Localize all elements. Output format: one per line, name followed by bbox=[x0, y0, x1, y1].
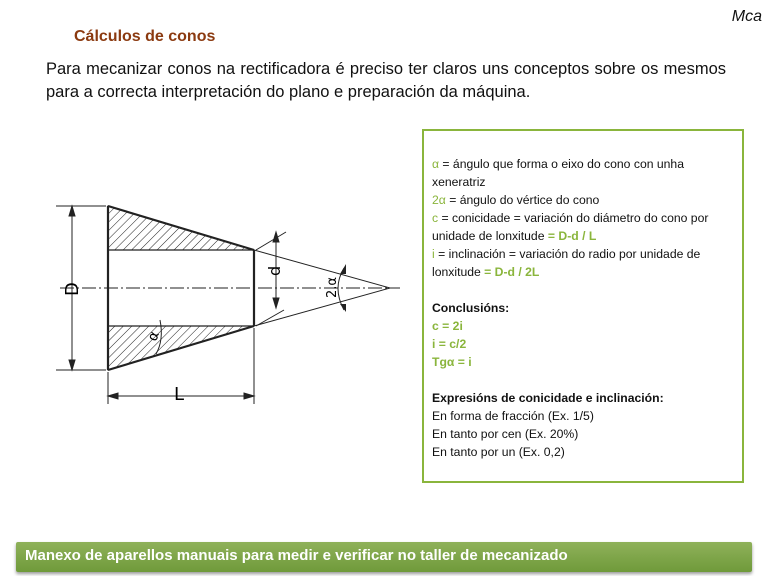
label-alpha: α bbox=[144, 329, 163, 344]
i-text: = inclinación = variación do radio por unidade de lonxitude bbox=[432, 247, 701, 279]
i-symbol: i bbox=[432, 247, 435, 261]
c-text: = conicidade = variación do diámetro do cono por unidade de lonxitude bbox=[432, 211, 709, 243]
label-L: L bbox=[174, 384, 185, 405]
author-initials: Mca bbox=[731, 8, 762, 25]
def-conicity bbox=[432, 209, 736, 245]
footer-banner bbox=[16, 542, 752, 572]
expression-item: En tanto por cen (Ex. 20%) bbox=[432, 427, 579, 441]
def-alpha bbox=[432, 155, 736, 191]
conclusion-item: Tgα = i bbox=[432, 355, 472, 369]
dimension-d bbox=[256, 232, 286, 326]
definitions-box bbox=[422, 129, 744, 483]
two-alpha-arrow-top bbox=[340, 264, 346, 274]
conclusion-item: c = 2i bbox=[432, 319, 463, 333]
conclusions-heading: Conclusións: bbox=[432, 301, 510, 315]
two-alpha-text: = ángulo do vértice do cono bbox=[445, 193, 600, 207]
label-2alpha: 2.α bbox=[325, 277, 340, 298]
i-formula: = D-d / 2L bbox=[484, 265, 540, 279]
footer-text: Manexo de aparellos manuais para medir e verificar no taller de mecanizado bbox=[25, 547, 568, 564]
alpha-symbol: α bbox=[432, 157, 440, 171]
expression-item: En tanto por un (Ex. 0,2) bbox=[432, 445, 565, 459]
label-d: d bbox=[265, 265, 284, 276]
expressions-heading: Expresións de conicidade e inclinación: bbox=[432, 391, 664, 405]
def-two-alpha bbox=[432, 191, 736, 209]
alpha-text: = ángulo que forma o eixo do cono con unha xeneratriz bbox=[432, 157, 684, 189]
two-alpha-arrow-bottom bbox=[340, 304, 346, 312]
def-inclination bbox=[432, 245, 736, 281]
c-formula: = D-d / L bbox=[547, 229, 597, 243]
page-title: Cálculos de conos bbox=[74, 28, 216, 45]
two-alpha-symbol: 2α bbox=[432, 193, 446, 207]
label-D: D bbox=[62, 282, 83, 296]
conclusion-item: i = c/2 bbox=[432, 337, 467, 351]
expression-item: En forma de fracción (Ex. 1/5) bbox=[432, 409, 594, 423]
cone-diagram bbox=[48, 172, 408, 412]
intro-paragraph: Para mecanizar conos na rectificadora é preciso ter claros uns conceptos sobre os mesmos para a correcta interpretación do plano e preparación da máquina. bbox=[46, 60, 726, 101]
c-symbol: c bbox=[432, 211, 439, 225]
